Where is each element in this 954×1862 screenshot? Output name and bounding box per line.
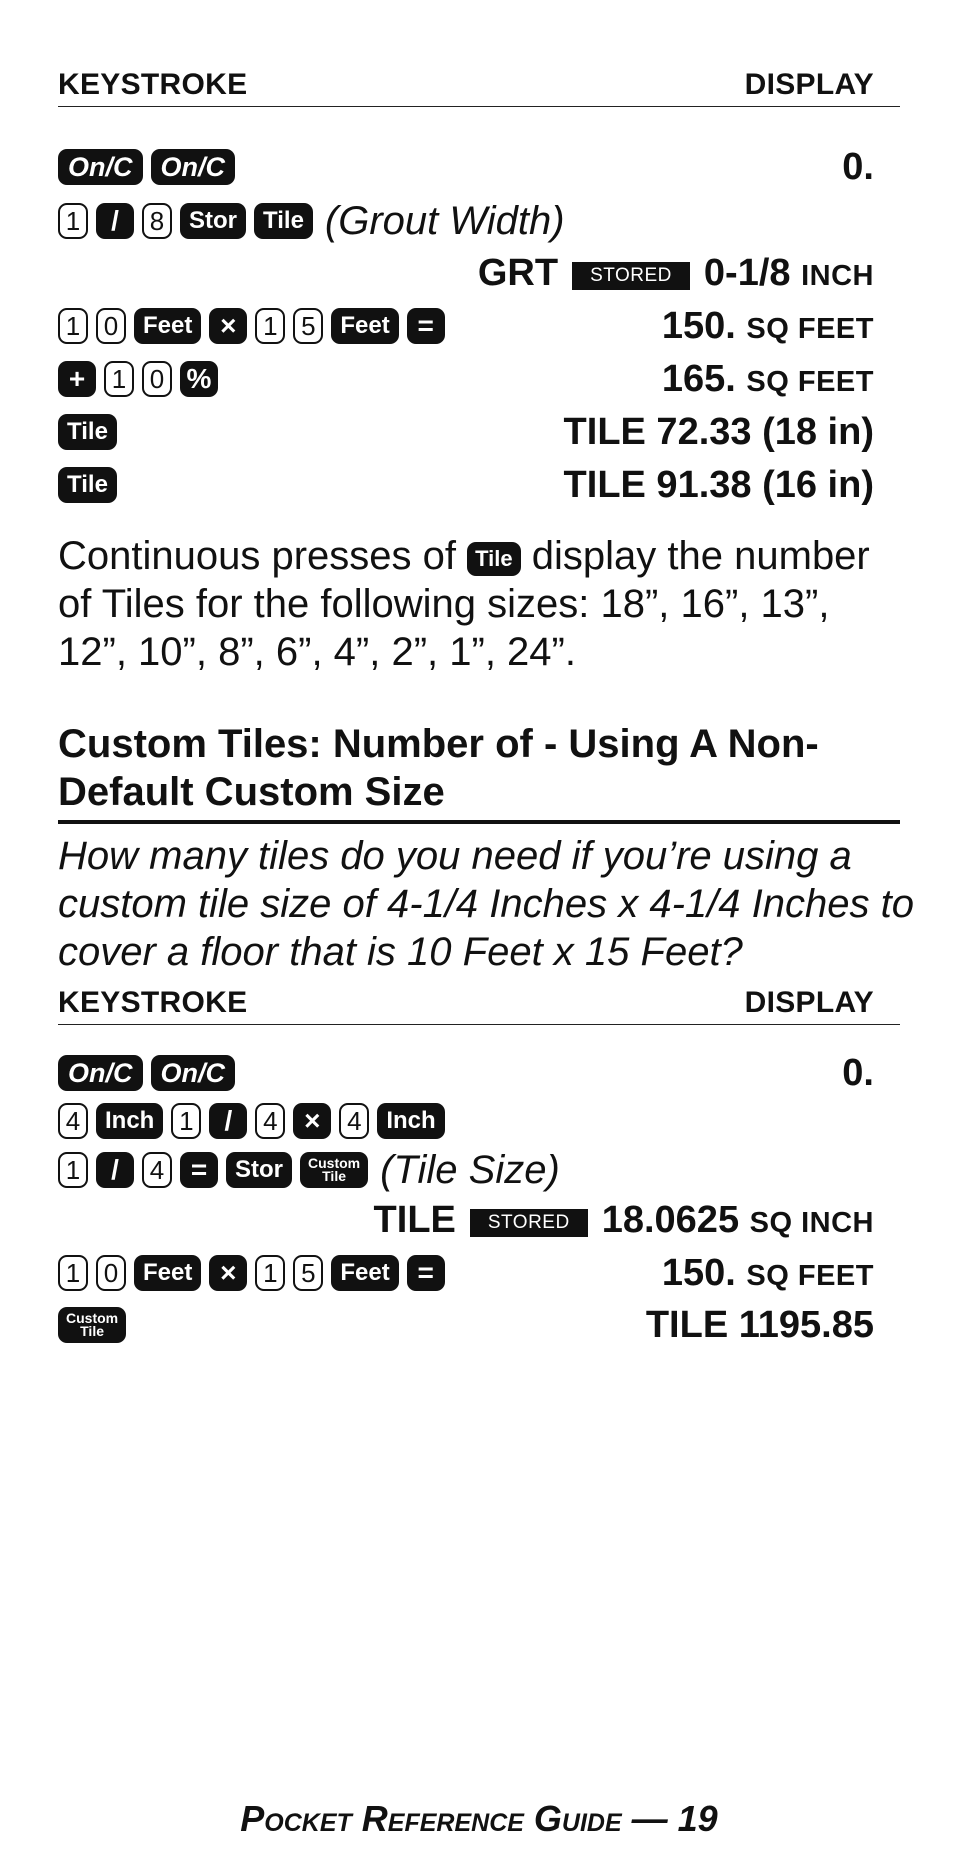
on-clear-key: On/C (151, 1055, 236, 1091)
tile-sizes-paragraph (58, 532, 900, 676)
display-value: 150. (661, 304, 736, 347)
multiply-key: × (209, 1255, 247, 1291)
tile-key: Tile (58, 467, 117, 503)
section-title: Custom Tiles: Number of - Using A Non-Default Custom Size (58, 720, 900, 824)
display-unit: INCH (801, 259, 874, 292)
feet-key: Feet (331, 308, 398, 344)
stored-badge: STORED (572, 262, 690, 290)
row-note: (Grout Width) (324, 198, 565, 243)
display-label: GRT (477, 251, 559, 294)
display-value: 18.0625 (601, 1198, 740, 1241)
digit-key: 1 (255, 308, 285, 344)
equals-key: = (407, 308, 445, 344)
inch-key: Inch (377, 1103, 444, 1139)
display-value: TILE 1195.85 (645, 1303, 874, 1346)
display-value: TILE 91.38 (16 in) (563, 463, 874, 506)
manual-page (58, 0, 914, 1862)
multiply-key: × (209, 308, 247, 344)
fraction-key: / (209, 1103, 247, 1139)
display-unit: SQ FEET (746, 365, 874, 398)
digit-key: 1 (171, 1103, 201, 1139)
digit-key: 1 (255, 1255, 285, 1291)
digit-key: 0 (96, 1255, 126, 1291)
keystroke-row (58, 302, 900, 350)
digit-key: 4 (255, 1103, 285, 1139)
digit-key: 0 (96, 308, 126, 344)
keystroke-row (58, 143, 900, 191)
digit-key: 0 (142, 361, 172, 397)
display-heading: DISPLAY (744, 68, 874, 101)
display-label: TILE (373, 1198, 456, 1241)
keystroke-row (58, 408, 900, 456)
row-note: (Tile Size) (380, 1147, 560, 1192)
store-key: Stor (180, 203, 246, 239)
digit-key: 4 (58, 1103, 88, 1139)
display-row (58, 1196, 900, 1244)
page-footer: Pocket Reference Guide — 19 (240, 1798, 718, 1839)
display-value: 0-1/8 (703, 251, 791, 294)
keystroke-row (58, 355, 900, 403)
keystroke-row (58, 1049, 900, 1097)
store-key: Stor (226, 1152, 292, 1188)
equals-key: = (180, 1152, 218, 1188)
digit-key: 8 (142, 203, 172, 239)
keystroke-row (58, 1097, 900, 1145)
on-clear-key: On/C (58, 1055, 143, 1091)
fraction-key: / (96, 203, 134, 239)
display-value: 150. (661, 1251, 736, 1294)
keystroke-row (58, 1249, 900, 1297)
digit-key: 4 (339, 1103, 369, 1139)
tile-key: Tile (467, 542, 521, 576)
multiply-key: × (293, 1103, 331, 1139)
digit-key: 4 (142, 1152, 172, 1188)
keystroke-row (58, 461, 900, 509)
plus-key: + (58, 361, 96, 397)
on-clear-key: On/C (58, 149, 143, 185)
custom-tile-key (300, 1152, 368, 1188)
keystroke-row (58, 197, 900, 245)
percent-key: % (180, 361, 218, 397)
custom-tile-key-line: Tile (80, 1323, 104, 1339)
custom-tile-key-line: Custom (308, 1154, 361, 1171)
keystroke-display-header (58, 68, 900, 107)
digit-key: 1 (58, 308, 88, 344)
display-unit: SQ INCH (749, 1206, 874, 1239)
feet-key: Feet (134, 1255, 201, 1291)
feet-key: Feet (134, 308, 201, 344)
paragraph-text-before: Continuous presses of (58, 534, 457, 578)
display-row (58, 249, 900, 297)
display-value: 0. (842, 1051, 874, 1094)
on-clear-key: On/C (151, 149, 236, 185)
display-unit: SQ FEET (746, 1259, 874, 1292)
equals-key: = (407, 1255, 445, 1291)
display-heading: DISPLAY (744, 986, 874, 1019)
display-value: TILE 72.33 (18 in) (563, 410, 874, 453)
digit-key: 1 (58, 203, 88, 239)
stored-badge: STORED (470, 1209, 588, 1237)
paragraph-text-after: display the number of Tiles for the following sizes: 18”, 16”, 13”, 12”, 10”, 8”, 6”, 4”, 2”, 1”, 24”. (58, 534, 870, 674)
fraction-key: / (96, 1152, 134, 1188)
digit-key: 1 (58, 1255, 88, 1291)
keystroke-row (58, 1146, 900, 1194)
inch-key: Inch (96, 1103, 163, 1139)
custom-tile-key (58, 1307, 126, 1343)
tile-key: Tile (254, 203, 313, 239)
display-value: 0. (842, 145, 874, 188)
display-value: 165. (661, 357, 736, 400)
keystroke-heading: KEYSTROKE (58, 986, 248, 1019)
digit-key: 1 (104, 361, 134, 397)
digit-key: 5 (293, 1255, 323, 1291)
digit-key: 5 (293, 308, 323, 344)
keystroke-heading: KEYSTROKE (58, 68, 248, 101)
custom-tile-key-line: Custom (66, 1309, 119, 1326)
example-question: How many tiles do you need if you’re using a custom tile size of 4-1/4 Inches x 4-1/4 Inches to cover a floor that is 10 Feet x 15 Feet? (58, 834, 914, 974)
feet-key: Feet (331, 1255, 398, 1291)
tile-key: Tile (58, 414, 117, 450)
keystroke-display-header (58, 986, 900, 1025)
keystroke-row (58, 1301, 900, 1349)
digit-key: 1 (58, 1152, 88, 1188)
display-unit: SQ FEET (746, 312, 874, 345)
custom-tile-key-line: Tile (322, 1168, 346, 1184)
